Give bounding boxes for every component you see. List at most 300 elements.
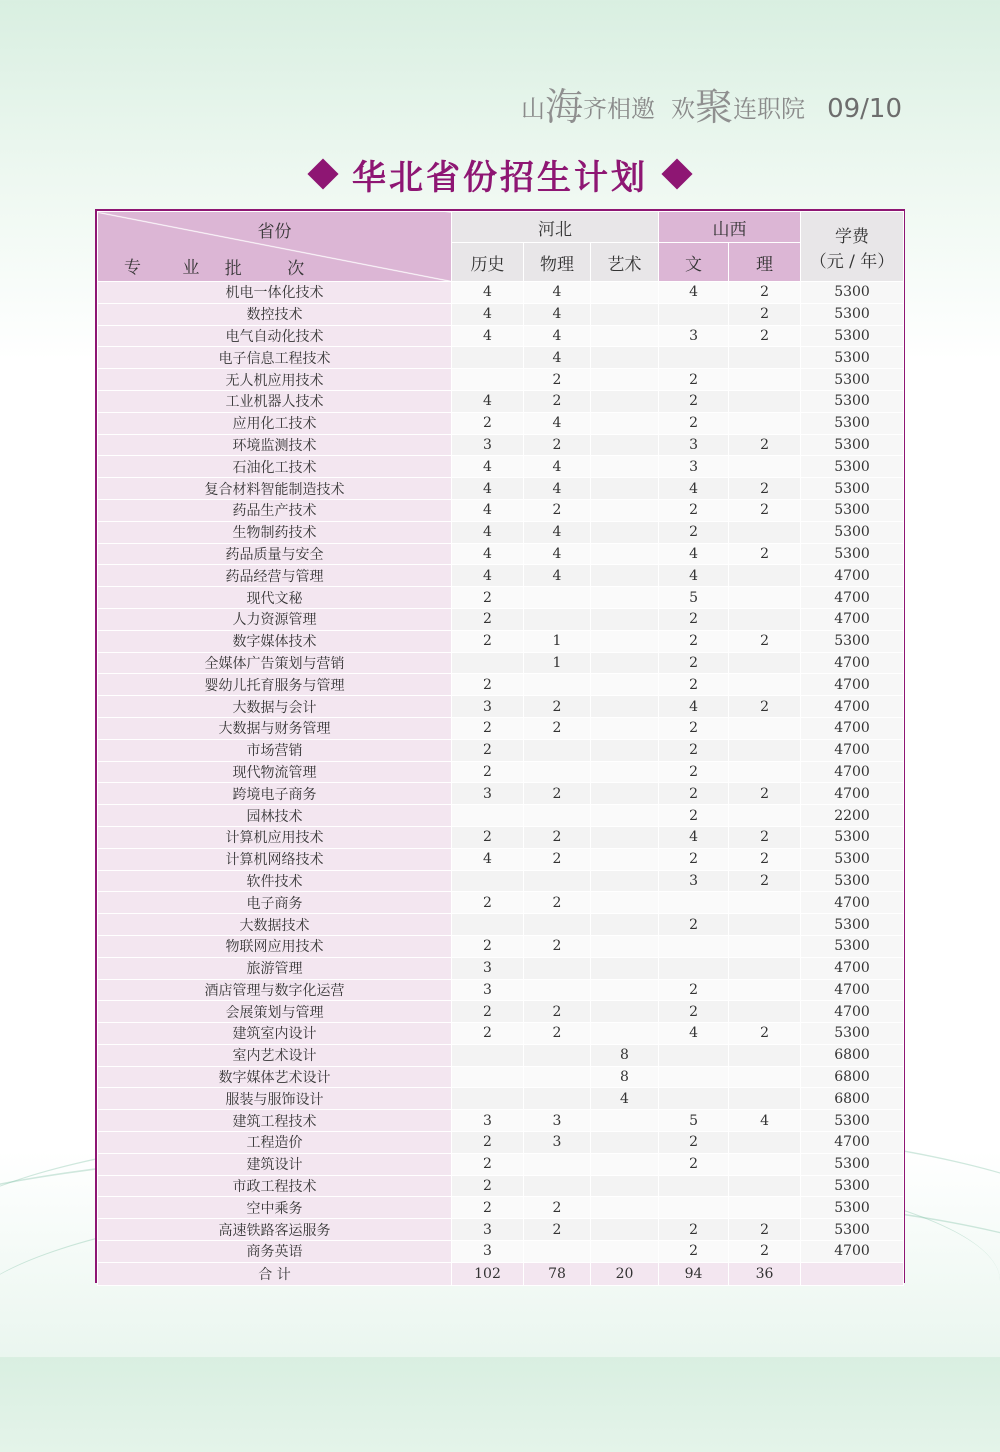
table-row bbox=[98, 478, 904, 500]
table-row bbox=[98, 1132, 904, 1154]
hebei-physics bbox=[524, 805, 591, 827]
shanxi-liberal-arts: 5 bbox=[659, 587, 729, 609]
hebei-history: 2 bbox=[452, 1175, 524, 1197]
table-row bbox=[98, 434, 904, 456]
hebei-history bbox=[452, 1066, 524, 1088]
shanxi-science bbox=[729, 608, 801, 630]
shanxi-science: 2 bbox=[729, 696, 801, 718]
slogan-char-large: 聚 bbox=[695, 85, 734, 129]
shanxi-science bbox=[729, 1175, 801, 1197]
tuition-fee: 4700 bbox=[801, 783, 904, 805]
hebei-physics bbox=[524, 1088, 591, 1110]
diamond-icon bbox=[307, 158, 338, 189]
hebei-history bbox=[452, 870, 524, 892]
hebei-art bbox=[591, 543, 659, 565]
shanxi-liberal-arts: 3 bbox=[659, 434, 729, 456]
hebei-history: 4 bbox=[452, 282, 524, 304]
hebei-physics: 2 bbox=[524, 783, 591, 805]
major-name: 现代文秘 bbox=[98, 587, 452, 609]
hebei-physics bbox=[524, 870, 591, 892]
shanxi-science bbox=[729, 1001, 801, 1023]
shanxi-liberal-arts: 2 bbox=[659, 412, 729, 434]
table-row bbox=[98, 565, 904, 587]
tuition-fee: 5300 bbox=[801, 1153, 904, 1175]
hebei-physics bbox=[524, 957, 591, 979]
subject-history: 历史 bbox=[452, 243, 524, 282]
province-label: 省份 bbox=[257, 222, 292, 242]
hebei-physics: 2 bbox=[524, 848, 591, 870]
shanxi-liberal-arts bbox=[659, 347, 729, 369]
shanxi-science: 2 bbox=[729, 499, 801, 521]
hebei-art bbox=[591, 630, 659, 652]
total-cell: 20 bbox=[591, 1262, 659, 1285]
table-row bbox=[98, 1001, 904, 1023]
total-cell bbox=[801, 1262, 904, 1285]
tuition-fee: 5300 bbox=[801, 369, 904, 391]
tuition-fee: 5300 bbox=[801, 521, 904, 543]
hebei-art bbox=[591, 282, 659, 304]
hebei-physics: 4 bbox=[524, 412, 591, 434]
tuition-fee: 5300 bbox=[801, 325, 904, 347]
table-row bbox=[98, 456, 904, 478]
shanxi-science bbox=[729, 1088, 801, 1110]
table-row bbox=[98, 717, 904, 739]
hebei-history: 2 bbox=[452, 587, 524, 609]
hebei-art bbox=[591, 303, 659, 325]
hebei-art bbox=[591, 914, 659, 936]
major-name: 药品经营与管理 bbox=[98, 565, 452, 587]
tuition-fee: 5300 bbox=[801, 914, 904, 936]
hebei-art bbox=[591, 499, 659, 521]
shanxi-science: 2 bbox=[729, 282, 801, 304]
hebei-physics: 2 bbox=[524, 434, 591, 456]
shanxi-liberal-arts: 2 bbox=[659, 390, 729, 412]
hebei-history: 4 bbox=[452, 565, 524, 587]
shanxi-liberal-arts: 2 bbox=[659, 1132, 729, 1154]
shanxi-science bbox=[729, 1044, 801, 1066]
table-row bbox=[98, 783, 904, 805]
major-name: 计算机网络技术 bbox=[98, 848, 452, 870]
hebei-physics bbox=[524, 1241, 591, 1263]
major-name: 商务英语 bbox=[98, 1241, 452, 1263]
slogan-text: 齐相邀 bbox=[583, 95, 656, 123]
major-name: 物联网应用技术 bbox=[98, 935, 452, 957]
shanxi-liberal-arts: 2 bbox=[659, 914, 729, 936]
hebei-history: 2 bbox=[452, 1197, 524, 1219]
table-row bbox=[98, 848, 904, 870]
shanxi-liberal-arts bbox=[659, 1197, 729, 1219]
shanxi-liberal-arts: 2 bbox=[659, 783, 729, 805]
hebei-art bbox=[591, 783, 659, 805]
hebei-history: 4 bbox=[452, 303, 524, 325]
hebei-art bbox=[591, 848, 659, 870]
shanxi-science bbox=[729, 739, 801, 761]
hebei-history: 4 bbox=[452, 325, 524, 347]
shanxi-liberal-arts: 2 bbox=[659, 761, 729, 783]
major-name: 园林技术 bbox=[98, 805, 452, 827]
major-name: 服装与服饰设计 bbox=[98, 1088, 452, 1110]
hebei-history: 4 bbox=[452, 499, 524, 521]
hebei-physics: 2 bbox=[524, 1023, 591, 1045]
hebei-art bbox=[591, 652, 659, 674]
hebei-history: 2 bbox=[452, 1023, 524, 1045]
hebei-physics bbox=[524, 739, 591, 761]
fee-header bbox=[801, 212, 904, 282]
shanxi-science: 2 bbox=[729, 303, 801, 325]
shanxi-liberal-arts: 4 bbox=[659, 478, 729, 500]
shanxi-liberal-arts: 2 bbox=[659, 521, 729, 543]
major-name: 旅游管理 bbox=[98, 957, 452, 979]
hebei-physics: 3 bbox=[524, 1110, 591, 1132]
slogan-char: 欢 bbox=[671, 95, 696, 123]
hebei-physics bbox=[524, 1153, 591, 1175]
hebei-physics bbox=[524, 914, 591, 936]
shanxi-liberal-arts bbox=[659, 303, 729, 325]
hebei-art bbox=[591, 761, 659, 783]
hebei-physics: 4 bbox=[524, 325, 591, 347]
shanxi-liberal-arts: 4 bbox=[659, 543, 729, 565]
table-row bbox=[98, 739, 904, 761]
fee-unit: （元 / 年） bbox=[809, 251, 895, 272]
province-shanxi: 山西 bbox=[659, 212, 801, 243]
table-row bbox=[98, 957, 904, 979]
subject-art: 艺术 bbox=[591, 243, 659, 282]
shanxi-science: 2 bbox=[729, 848, 801, 870]
shanxi-science bbox=[729, 979, 801, 1001]
shanxi-science: 2 bbox=[729, 325, 801, 347]
shanxi-liberal-arts: 3 bbox=[659, 325, 729, 347]
shanxi-liberal-arts: 2 bbox=[659, 1153, 729, 1175]
table-row bbox=[98, 674, 904, 696]
shanxi-science bbox=[729, 587, 801, 609]
hebei-art bbox=[591, 696, 659, 718]
hebei-history bbox=[452, 369, 524, 391]
shanxi-science bbox=[729, 456, 801, 478]
hebei-history: 2 bbox=[452, 761, 524, 783]
hebei-physics: 2 bbox=[524, 696, 591, 718]
hebei-physics: 2 bbox=[524, 1197, 591, 1219]
major-name: 人力资源管理 bbox=[98, 608, 452, 630]
table-row bbox=[98, 325, 904, 347]
shanxi-science bbox=[729, 347, 801, 369]
hebei-physics bbox=[524, 979, 591, 1001]
hebei-art bbox=[591, 1132, 659, 1154]
shanxi-liberal-arts: 3 bbox=[659, 870, 729, 892]
hebei-physics: 2 bbox=[524, 390, 591, 412]
major-name: 市政工程技术 bbox=[98, 1175, 452, 1197]
tuition-fee: 5300 bbox=[801, 1197, 904, 1219]
hebei-art bbox=[591, 957, 659, 979]
table-row bbox=[98, 935, 904, 957]
hebei-physics: 4 bbox=[524, 282, 591, 304]
hebei-history: 2 bbox=[452, 935, 524, 957]
tuition-fee: 4700 bbox=[801, 696, 904, 718]
slogan-text: 连职院 bbox=[733, 95, 806, 123]
major-name: 电子商务 bbox=[98, 892, 452, 914]
major-name: 计算机应用技术 bbox=[98, 826, 452, 848]
tuition-fee: 4700 bbox=[801, 608, 904, 630]
tuition-fee: 5300 bbox=[801, 478, 904, 500]
enrollment-table-container bbox=[95, 209, 905, 1283]
hebei-history: 2 bbox=[452, 1132, 524, 1154]
hebei-physics: 2 bbox=[524, 499, 591, 521]
hebei-history: 2 bbox=[452, 717, 524, 739]
hebei-art bbox=[591, 587, 659, 609]
major-name: 生物制药技术 bbox=[98, 521, 452, 543]
hebei-physics bbox=[524, 608, 591, 630]
total-cell: 78 bbox=[524, 1262, 591, 1285]
hebei-history: 4 bbox=[452, 848, 524, 870]
batch-label: 批 次 bbox=[224, 259, 325, 279]
tuition-fee: 4700 bbox=[801, 674, 904, 696]
hebei-art: 8 bbox=[591, 1044, 659, 1066]
table-row bbox=[98, 521, 904, 543]
major-name: 高速铁路客运服务 bbox=[98, 1219, 452, 1241]
major-name: 建筑工程技术 bbox=[98, 1110, 452, 1132]
hebei-art bbox=[591, 805, 659, 827]
shanxi-liberal-arts: 4 bbox=[659, 1023, 729, 1045]
hebei-art bbox=[591, 870, 659, 892]
tuition-fee: 5300 bbox=[801, 282, 904, 304]
hebei-physics: 2 bbox=[524, 1001, 591, 1023]
shanxi-science bbox=[729, 1153, 801, 1175]
shanxi-liberal-arts: 2 bbox=[659, 979, 729, 1001]
tuition-fee: 5300 bbox=[801, 935, 904, 957]
major-name: 药品质量与安全 bbox=[98, 543, 452, 565]
hebei-history bbox=[452, 652, 524, 674]
hebei-physics bbox=[524, 1044, 591, 1066]
header-diagonal-cell bbox=[98, 212, 452, 282]
hebei-physics: 2 bbox=[524, 935, 591, 957]
tuition-fee: 6800 bbox=[801, 1044, 904, 1066]
tuition-fee: 5300 bbox=[801, 434, 904, 456]
title-text: 华北省份招生计划 bbox=[352, 158, 648, 198]
slogan-char-large: 海 bbox=[545, 85, 584, 129]
shanxi-science: 4 bbox=[729, 1110, 801, 1132]
major-name: 建筑设计 bbox=[98, 1153, 452, 1175]
table-row bbox=[98, 1175, 904, 1197]
shanxi-liberal-arts: 2 bbox=[659, 1219, 729, 1241]
hebei-physics bbox=[524, 674, 591, 696]
shanxi-liberal-arts: 3 bbox=[659, 456, 729, 478]
hebei-physics: 2 bbox=[524, 369, 591, 391]
table-row bbox=[98, 390, 904, 412]
total-cell: 94 bbox=[659, 1262, 729, 1285]
tuition-fee: 4700 bbox=[801, 1001, 904, 1023]
table-row bbox=[98, 1153, 904, 1175]
hebei-art bbox=[591, 434, 659, 456]
total-label: 合 计 bbox=[98, 1262, 452, 1285]
page-title bbox=[0, 150, 1000, 199]
page-header bbox=[521, 84, 902, 129]
tuition-fee: 5300 bbox=[801, 1023, 904, 1045]
major-name: 室内艺术设计 bbox=[98, 1044, 452, 1066]
hebei-history: 3 bbox=[452, 696, 524, 718]
hebei-history bbox=[452, 914, 524, 936]
major-name: 软件技术 bbox=[98, 870, 452, 892]
hebei-physics: 4 bbox=[524, 456, 591, 478]
major-name: 会展策划与管理 bbox=[98, 1001, 452, 1023]
shanxi-science bbox=[729, 717, 801, 739]
table-row bbox=[98, 826, 904, 848]
hebei-art bbox=[591, 935, 659, 957]
major-name: 电气自动化技术 bbox=[98, 325, 452, 347]
tuition-fee: 5300 bbox=[801, 1219, 904, 1241]
shanxi-science bbox=[729, 914, 801, 936]
tuition-fee: 5300 bbox=[801, 543, 904, 565]
table-row bbox=[98, 892, 904, 914]
major-name: 机电一体化技术 bbox=[98, 282, 452, 304]
shanxi-science bbox=[729, 565, 801, 587]
hebei-art bbox=[591, 1175, 659, 1197]
shanxi-science bbox=[729, 957, 801, 979]
major-name: 工程造价 bbox=[98, 1132, 452, 1154]
hebei-history: 3 bbox=[452, 434, 524, 456]
table-row bbox=[98, 630, 904, 652]
shanxi-liberal-arts: 2 bbox=[659, 805, 729, 827]
table-row bbox=[98, 543, 904, 565]
table-row bbox=[98, 1197, 904, 1219]
table-row bbox=[98, 587, 904, 609]
shanxi-science bbox=[729, 674, 801, 696]
hebei-history: 4 bbox=[452, 456, 524, 478]
shanxi-science: 2 bbox=[729, 630, 801, 652]
hebei-history: 2 bbox=[452, 630, 524, 652]
shanxi-liberal-arts bbox=[659, 892, 729, 914]
hebei-history: 2 bbox=[452, 892, 524, 914]
table-row bbox=[98, 282, 904, 304]
shanxi-science: 2 bbox=[729, 543, 801, 565]
major-name: 环境监测技术 bbox=[98, 434, 452, 456]
major-name: 酒店管理与数字化运营 bbox=[98, 979, 452, 1001]
tuition-fee: 5300 bbox=[801, 848, 904, 870]
table-row bbox=[98, 1066, 904, 1088]
shanxi-liberal-arts: 4 bbox=[659, 696, 729, 718]
hebei-art bbox=[591, 325, 659, 347]
shanxi-science: 2 bbox=[729, 1219, 801, 1241]
tuition-fee: 5300 bbox=[801, 1175, 904, 1197]
shanxi-science: 2 bbox=[729, 783, 801, 805]
shanxi-liberal-arts bbox=[659, 1066, 729, 1088]
hebei-history: 3 bbox=[452, 1110, 524, 1132]
table-body bbox=[98, 282, 904, 1263]
tuition-fee: 4700 bbox=[801, 565, 904, 587]
table-row bbox=[98, 870, 904, 892]
tuition-fee: 4700 bbox=[801, 1241, 904, 1263]
table-row bbox=[98, 369, 904, 391]
table-row bbox=[98, 608, 904, 630]
hebei-art bbox=[591, 739, 659, 761]
shanxi-science bbox=[729, 935, 801, 957]
hebei-history: 4 bbox=[452, 390, 524, 412]
hebei-art bbox=[591, 347, 659, 369]
tuition-fee: 4700 bbox=[801, 587, 904, 609]
table-row bbox=[98, 1044, 904, 1066]
shanxi-science bbox=[729, 1132, 801, 1154]
hebei-history: 4 bbox=[452, 521, 524, 543]
hebei-physics bbox=[524, 1066, 591, 1088]
shanxi-liberal-arts bbox=[659, 1044, 729, 1066]
major-name: 石油化工技术 bbox=[98, 456, 452, 478]
major-name: 大数据与财务管理 bbox=[98, 717, 452, 739]
table-row bbox=[98, 347, 904, 369]
shanxi-science bbox=[729, 805, 801, 827]
shanxi-liberal-arts: 2 bbox=[659, 717, 729, 739]
shanxi-liberal-arts: 2 bbox=[659, 1001, 729, 1023]
hebei-history: 3 bbox=[452, 979, 524, 1001]
shanxi-liberal-arts: 2 bbox=[659, 369, 729, 391]
subject-science: 理 bbox=[729, 243, 801, 282]
major-name: 市场营销 bbox=[98, 739, 452, 761]
shanxi-liberal-arts: 2 bbox=[659, 608, 729, 630]
hebei-art bbox=[591, 412, 659, 434]
hebei-art bbox=[591, 456, 659, 478]
shanxi-science bbox=[729, 761, 801, 783]
shanxi-liberal-arts: 2 bbox=[659, 1241, 729, 1263]
major-name: 数控技术 bbox=[98, 303, 452, 325]
hebei-art bbox=[591, 1219, 659, 1241]
shanxi-science bbox=[729, 390, 801, 412]
shanxi-liberal-arts bbox=[659, 935, 729, 957]
fee-label: 学费 bbox=[835, 226, 870, 247]
hebei-art bbox=[591, 521, 659, 543]
hebei-history: 2 bbox=[452, 674, 524, 696]
shanxi-liberal-arts bbox=[659, 1175, 729, 1197]
hebei-physics bbox=[524, 761, 591, 783]
shanxi-liberal-arts: 5 bbox=[659, 1110, 729, 1132]
hebei-art bbox=[591, 1110, 659, 1132]
table-row bbox=[98, 1088, 904, 1110]
subject-physics: 物理 bbox=[524, 243, 591, 282]
major-name: 电子信息工程技术 bbox=[98, 347, 452, 369]
major-name: 工业机器人技术 bbox=[98, 390, 452, 412]
major-name: 全媒体广告策划与营销 bbox=[98, 652, 452, 674]
hebei-history: 3 bbox=[452, 1241, 524, 1263]
table-row bbox=[98, 1023, 904, 1045]
shanxi-liberal-arts: 2 bbox=[659, 652, 729, 674]
tuition-fee: 5300 bbox=[801, 456, 904, 478]
table-row bbox=[98, 914, 904, 936]
shanxi-liberal-arts: 2 bbox=[659, 739, 729, 761]
table-row bbox=[98, 303, 904, 325]
diamond-icon bbox=[661, 158, 692, 189]
hebei-physics bbox=[524, 1175, 591, 1197]
page-number: 09/10 bbox=[827, 94, 902, 124]
hebei-physics: 4 bbox=[524, 303, 591, 325]
hebei-art bbox=[591, 1153, 659, 1175]
shanxi-liberal-arts bbox=[659, 1088, 729, 1110]
total-row bbox=[98, 1262, 904, 1285]
hebei-art bbox=[591, 608, 659, 630]
table-row bbox=[98, 979, 904, 1001]
hebei-physics: 4 bbox=[524, 543, 591, 565]
shanxi-science: 2 bbox=[729, 434, 801, 456]
tuition-fee: 2200 bbox=[801, 805, 904, 827]
hebei-physics: 4 bbox=[524, 347, 591, 369]
hebei-art bbox=[591, 826, 659, 848]
shanxi-liberal-arts bbox=[659, 957, 729, 979]
hebei-history: 2 bbox=[452, 739, 524, 761]
hebei-art bbox=[591, 717, 659, 739]
hebei-history: 2 bbox=[452, 1001, 524, 1023]
shanxi-liberal-arts: 2 bbox=[659, 674, 729, 696]
hebei-physics: 2 bbox=[524, 826, 591, 848]
shanxi-science bbox=[729, 652, 801, 674]
hebei-art: 4 bbox=[591, 1088, 659, 1110]
hebei-physics: 4 bbox=[524, 478, 591, 500]
hebei-history: 4 bbox=[452, 478, 524, 500]
hebei-history: 3 bbox=[452, 783, 524, 805]
